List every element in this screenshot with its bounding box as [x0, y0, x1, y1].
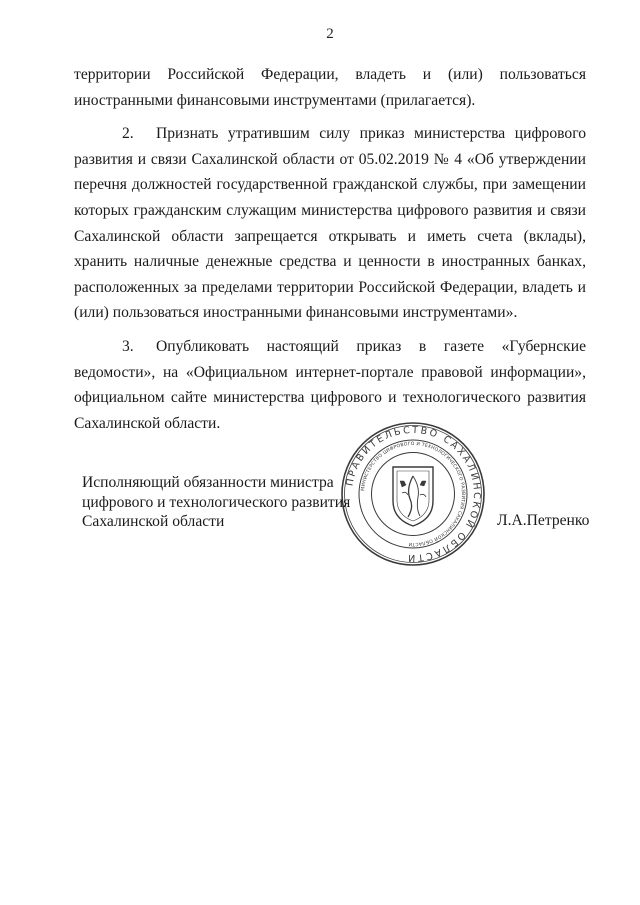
signatory-name: Л.А.Петренко — [497, 512, 590, 529]
signatory-position-line: Исполняющий обязанности министра — [82, 474, 334, 491]
coat-of-arms-icon — [393, 467, 433, 526]
paragraph-number: 3. — [122, 337, 134, 355]
signatory-position-line: Сахалинской области — [82, 513, 225, 530]
svg-text:ПРАВИТЕЛЬСТВО САХАЛИНСКОЙ ОБЛА: ПРАВИТЕЛЬСТВО САХАЛИНСКОЙ ОБЛАСТИ — [344, 424, 483, 564]
page-number: 2 — [326, 26, 334, 42]
paragraph-text: территории Российской Федерации, владеть и (или) пользоваться иностранными финансовыми инструментами (прилагается). — [74, 66, 586, 109]
paragraph-text: Опубликовать настоящий приказ в газете «Губернские ведомости», на «Официальном интернет-портале правовой информации», официальном сайте министерства цифрового и технологического развития Сахалинской области. — [74, 337, 586, 432]
signatory-position — [82, 473, 362, 532]
svg-text:МИНИСТЕРСТВО ЦИФРОВОГО И ТЕХНО: МИНИСТЕРСТВО ЦИФРОВОГО И ТЕХНОЛОГИЧЕСКОГО РАЗВИТИЯ САХАЛИНСКОЙ ОБЛАСТИ — [361, 441, 466, 547]
document-body — [74, 62, 586, 444]
paragraph-item-3 — [74, 334, 586, 436]
signatory-position-line: цифрового и технологического развития — [82, 493, 351, 511]
paragraph-item-2 — [74, 121, 586, 326]
paragraph-number: 2. — [122, 125, 134, 143]
paragraph-continuation — [74, 62, 586, 113]
paragraph-text: Признать утратившим силу приказ министерства цифрового развития и связи Сахалинской области от 05.02.2019 № 4 «Об утверждении перечня должностей государственной гражданской службы, при замещении которых гражданским служащим министерства цифрового развития и связи Сахалинской области запрещается открывать и иметь счета (вклады), хранить наличные денежные средства и ценности в иностранных банках, расположенных за пределами территории Российской Федерации, владеть и (или) пользоваться иностранными финансовыми инструментами». — [74, 125, 586, 322]
